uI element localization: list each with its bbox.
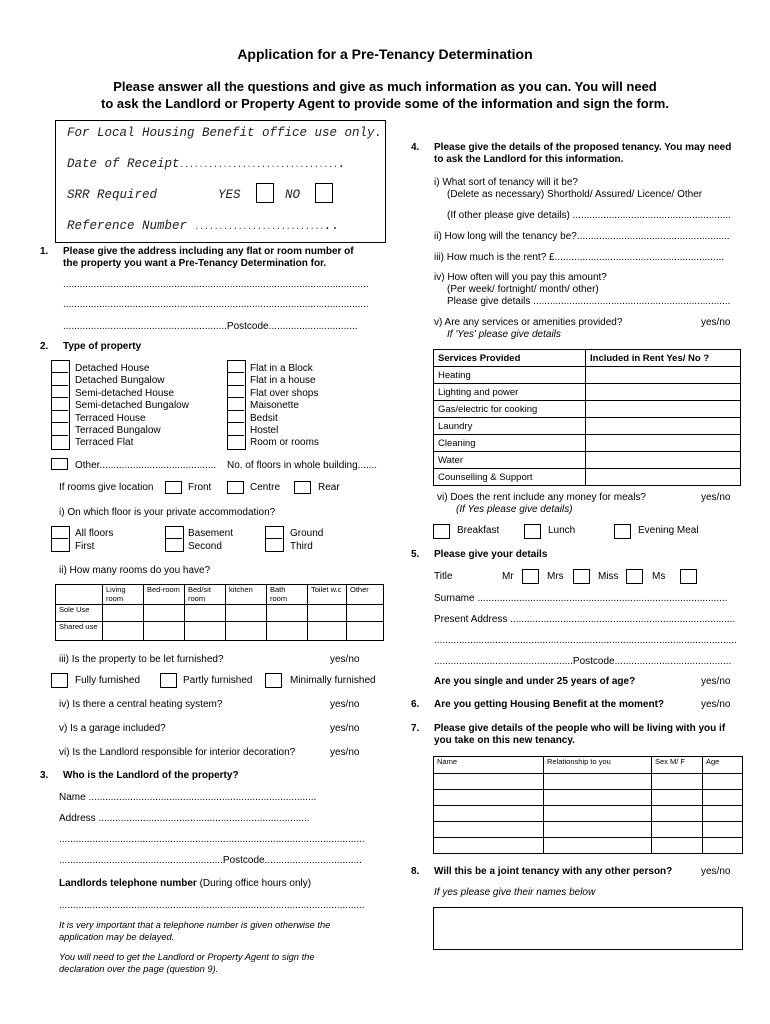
table-cell[interactable] (703, 806, 743, 822)
phone-note-2: application may be delayed. (59, 932, 175, 942)
centre-checkbox[interactable] (227, 481, 244, 494)
front-checkbox[interactable] (165, 481, 182, 494)
table-cell[interactable] (434, 790, 544, 806)
service-name: Lighting and power (434, 384, 586, 401)
property-option: Detached House (75, 363, 150, 374)
table-cell[interactable] (652, 790, 703, 806)
table-cell[interactable] (586, 435, 741, 452)
q2-number: 2. (40, 341, 49, 352)
divider (227, 410, 244, 411)
sign-note-2: declaration over the page (question 9). (59, 964, 219, 974)
joint-tenancy-yesno[interactable]: yes/no (701, 866, 731, 877)
property-option: Semi-detached Bungalow (75, 400, 189, 411)
table-cell[interactable] (267, 622, 308, 641)
divider (51, 385, 68, 386)
rear-label: Rear (318, 482, 340, 493)
q7-text-1: Please give details of the people who will be living with you if (434, 723, 726, 734)
furnished-yesno[interactable]: yes/no (330, 654, 360, 665)
title-option: Mr (502, 571, 514, 582)
table-header: Name (434, 757, 544, 774)
table-cell[interactable] (434, 774, 544, 790)
table-header: Bed-room (144, 585, 185, 605)
table-header: Toilet w.c (308, 585, 347, 605)
front-label: Front (188, 482, 212, 493)
services-sub: If 'Yes' please give details (447, 329, 561, 340)
floor-option: Third (290, 541, 313, 552)
centre-label: Centre (250, 482, 281, 493)
table-cell[interactable] (544, 822, 652, 838)
table-cell[interactable] (267, 605, 308, 622)
phone-note-1: It is very important that a telephone number is given otherwise the (59, 920, 331, 930)
table-cell[interactable] (185, 605, 226, 622)
property-type-right-checkbox-column[interactable] (227, 360, 246, 450)
table-cell[interactable] (652, 822, 703, 838)
table-cell[interactable] (226, 605, 267, 622)
q6-text: Are you getting Housing Benefit at the moment? (434, 699, 665, 710)
other-checkbox[interactable] (51, 458, 68, 470)
breakfast-checkbox[interactable] (433, 524, 450, 539)
partly-furnished-checkbox[interactable] (160, 673, 177, 688)
srr-label: SRR Required (67, 188, 158, 202)
table-cell[interactable] (103, 622, 144, 641)
garage-yesno[interactable]: yes/no (330, 723, 360, 734)
title-option: Mrs (547, 571, 564, 582)
meals-yesno[interactable]: yes/no (701, 492, 731, 503)
intro-line-1: Please answer all the questions and give as much information as you can. You will need (113, 79, 657, 94)
property-option: Terraced Bungalow (75, 425, 161, 436)
tenancy-type-options[interactable]: (Delete as necessary) Shorthold/ Assured/ Licence/ Other (447, 189, 703, 200)
table-header: Living room (103, 585, 144, 605)
floor-option: Basement (188, 528, 234, 539)
table-cell[interactable] (347, 605, 384, 622)
q1-postcode[interactable]: ...........................................................Postcode................................ (63, 321, 358, 332)
table-row-label: Sole Use (56, 605, 103, 622)
q1-address-line-1[interactable]: .............................................................................................................. (63, 279, 369, 290)
pay-frequency-options[interactable]: (Per week/ fortnight/ month/ other) (447, 284, 599, 295)
rooms-location-label: If rooms give location (59, 482, 154, 493)
present-address-line[interactable]: ............................................................................................................. (434, 635, 737, 646)
tenancy-type-question: i) What sort of tenancy will it be? (434, 177, 578, 188)
service-name: Heating (434, 367, 586, 384)
date-of-receipt-label: Date of Receipt.................................. (67, 157, 346, 171)
table-cell[interactable] (144, 605, 185, 622)
divider (51, 397, 68, 398)
divider (265, 538, 282, 539)
property-option: Hostel (250, 425, 279, 436)
landlord-phone-label: Landlords telephone number (During office hours only) (59, 878, 312, 889)
q1-address-line-2[interactable]: .............................................................................................................. (63, 299, 369, 310)
intro-line-2: to ask the Landlord or Property Agent to provide some of the information and sign the form. (101, 96, 669, 111)
miss-checkbox[interactable] (626, 569, 643, 584)
srr-yes-label: YES (218, 188, 241, 202)
table-header: Sex M/ F (652, 757, 703, 774)
divider (227, 372, 244, 373)
services-question: v) Are any services or amenities provided? (434, 317, 623, 328)
table-cell[interactable] (703, 822, 743, 838)
floor-question: i) On which floor is your private accommodation? (59, 507, 276, 518)
reference-number-label: Reference Number ............................. (67, 219, 340, 233)
property-option: Terraced House (75, 413, 146, 424)
garage-question: v) Is a garage included? (59, 723, 166, 734)
table-header: Bath room (267, 585, 308, 605)
table-cell[interactable] (347, 622, 384, 641)
table-cell[interactable] (586, 452, 741, 469)
table-cell[interactable] (586, 367, 741, 384)
heating-yesno[interactable]: yes/no (330, 699, 360, 710)
rent-field[interactable]: iii) How much is the rent? £............................................................. (434, 252, 725, 263)
furnished-option: Fully furnished (75, 675, 141, 686)
table-cell[interactable] (308, 622, 347, 641)
q8-text: Will this be a joint tenancy with any other person? (434, 866, 673, 877)
q1-number: 1. (40, 246, 49, 257)
service-name: Water (434, 452, 586, 469)
fully-furnished-checkbox[interactable] (51, 673, 68, 688)
property-option: Maisonette (250, 400, 299, 411)
single-under-25-yesno[interactable]: yes/no (701, 676, 731, 687)
table-cell[interactable] (185, 622, 226, 641)
q5-heading: Please give your details (434, 549, 548, 560)
joint-tenant-names-box[interactable] (433, 907, 743, 950)
sign-note-1: You will need to get the Landlord or Property Agent to sign the (59, 952, 315, 962)
q3-heading: Who is the Landlord of the property? (63, 770, 239, 781)
table-cell[interactable] (703, 774, 743, 790)
landlord-postcode[interactable]: ...........................................................Postcode................................... (59, 855, 362, 866)
divider (51, 410, 68, 411)
meal-option: Evening Meal (638, 525, 699, 536)
property-option: Flat over shops (250, 388, 319, 399)
q2-heading: Type of property (63, 341, 142, 352)
divider (51, 422, 68, 423)
table-header: Other (347, 585, 384, 605)
title-option: Miss (598, 571, 619, 582)
floor-checkbox-group-2[interactable] (165, 526, 184, 552)
table-cell[interactable] (703, 838, 743, 854)
table-cell[interactable] (652, 774, 703, 790)
pay-frequency-details[interactable]: Please give details ....................................................................... (447, 296, 731, 307)
table-row-label: Shared use (56, 622, 103, 641)
srr-no-label: NO (285, 188, 301, 202)
service-name: Laundry (434, 418, 586, 435)
q1-text-1: Please give the address including any flat or room number of (63, 246, 354, 257)
decoration-question: vi) Is the Landlord responsible for interior decoration? (59, 747, 296, 758)
ms-checkbox[interactable] (680, 569, 697, 584)
tenancy-other-field[interactable]: (If other please give details) ......................................................... (447, 210, 731, 221)
floors-field[interactable]: No. of floors in whole building....... (227, 460, 378, 471)
floor-option: Ground (290, 528, 324, 539)
q4-text-1: Please give the details of the proposed tenancy. You may need (434, 142, 732, 153)
lunch-checkbox[interactable] (524, 524, 541, 539)
housing-benefit-yesno[interactable]: yes/no (701, 699, 731, 710)
rooms-question: ii) How many rooms do you have? (59, 565, 211, 576)
table-header: kitchen (226, 585, 267, 605)
table-cell[interactable] (703, 790, 743, 806)
pay-frequency-question: iv) How often will you pay this amount? (434, 272, 607, 283)
property-option: Bedsit (250, 413, 278, 424)
landlord-address-line[interactable]: .............................................................................................................. (59, 834, 365, 845)
surname-field[interactable]: Surname .......................................................................................... (434, 593, 728, 604)
table-cell[interactable] (544, 774, 652, 790)
meals-question: vi) Does the rent include any money for meals? (437, 492, 646, 503)
table-cell[interactable] (544, 790, 652, 806)
table-cell[interactable] (434, 838, 544, 854)
heating-question: iv) Is there a central heating system? (59, 699, 223, 710)
furnished-question: iii) Is the property to be let furnished? (59, 654, 224, 665)
q8-sub: If yes please give their names below (434, 887, 596, 898)
property-option: Terraced Flat (75, 437, 134, 448)
meal-option: Lunch (548, 525, 576, 536)
table-cell[interactable] (652, 806, 703, 822)
present-address-field[interactable]: Present Address ................................................................................. (434, 614, 736, 625)
service-name: Counselling & Support (434, 469, 586, 486)
floor-checkbox-group-1[interactable] (51, 526, 70, 552)
divider (51, 538, 68, 539)
property-option: Flat in a Block (250, 363, 313, 374)
landlord-name-field[interactable]: Name .................................................................................. (59, 792, 317, 803)
property-option: Room or rooms (250, 437, 319, 448)
rear-checkbox[interactable] (294, 481, 311, 494)
floor-option: Second (188, 541, 222, 552)
table-cell[interactable] (586, 384, 741, 401)
q7-number: 7. (411, 723, 420, 734)
present-postcode[interactable]: ..................................................Postcode.......................................... (434, 656, 732, 667)
divider (227, 435, 244, 436)
table-cell[interactable] (544, 838, 652, 854)
divider (51, 435, 68, 436)
divider (51, 372, 68, 373)
table-header: Relationship to you (544, 757, 652, 774)
other-field[interactable]: Other.......................................... (75, 460, 217, 471)
table-cell[interactable] (586, 401, 741, 418)
table-header: Services Provided (434, 350, 586, 367)
table-cell[interactable] (308, 605, 347, 622)
table-cell[interactable] (144, 622, 185, 641)
furnished-option: Partly furnished (183, 675, 253, 686)
property-type-left-checkbox-column[interactable] (51, 360, 70, 450)
table-cell[interactable] (434, 822, 544, 838)
table-cell[interactable] (586, 418, 741, 435)
q4-text-2: to ask the Landlord for this information. (434, 154, 624, 165)
q5-number: 5. (411, 549, 420, 560)
divider (227, 397, 244, 398)
minimally-furnished-checkbox[interactable] (265, 673, 282, 688)
table-cell[interactable] (434, 806, 544, 822)
divider (227, 422, 244, 423)
furnished-option: Minimally furnished (290, 675, 376, 686)
services-yesno[interactable]: yes/no (701, 317, 731, 328)
rooms-table (55, 584, 384, 641)
table-cell[interactable] (226, 622, 267, 641)
single-under-25-question: Are you single and under 25 years of age? (434, 676, 636, 687)
title-label: Title (434, 571, 453, 582)
property-option: Flat in a house (250, 375, 316, 386)
people-table (433, 756, 743, 854)
floor-option: All floors (75, 528, 114, 539)
property-option: Detached Bungalow (75, 375, 165, 386)
meal-option: Breakfast (457, 525, 500, 536)
property-option: Semi-detached House (75, 388, 174, 399)
mr-checkbox[interactable] (522, 569, 539, 584)
table-cell[interactable] (586, 469, 741, 486)
divider (227, 385, 244, 386)
service-name: Gas/electric for cooking (434, 401, 586, 418)
title-option: Ms (652, 571, 666, 582)
table-cell (56, 585, 103, 605)
q3-number: 3. (40, 770, 49, 781)
q7-text-2: you take on this new tenancy. (434, 735, 575, 746)
floor-checkbox-group-3[interactable] (265, 526, 284, 552)
meals-sub: (If Yes please give details) (456, 504, 573, 515)
table-header: Bed/sit room (185, 585, 226, 605)
landlord-address-field[interactable]: Address ............................................................................ (59, 813, 310, 824)
table-cell[interactable] (103, 605, 144, 622)
divider (165, 538, 182, 539)
table-header: Age (703, 757, 743, 774)
table-header: Included in Rent Yes/ No ? (586, 350, 741, 367)
tenancy-length-field[interactable]: ii) How long will the tenancy be?....................................................... (434, 231, 730, 242)
q1-text-2: the property you want a Pre-Tenancy Determination for. (63, 258, 327, 269)
services-table (433, 349, 741, 486)
q8-number: 8. (411, 866, 420, 877)
table-cell[interactable] (544, 806, 652, 822)
q4-number: 4. (411, 142, 420, 153)
srr-yes-checkbox[interactable] (256, 183, 274, 203)
office-use-header: For Local Housing Benefit office use only. (67, 126, 383, 140)
landlord-phone-field[interactable]: .............................................................................................................. (59, 900, 365, 911)
floor-option: First (75, 541, 95, 552)
decoration-yesno[interactable]: yes/no (330, 747, 360, 758)
mrs-checkbox[interactable] (573, 569, 590, 584)
service-name: Cleaning (434, 435, 586, 452)
table-cell[interactable] (652, 838, 703, 854)
srr-no-checkbox[interactable] (315, 183, 333, 203)
page-title: Application for a Pre-Tenancy Determination (237, 46, 533, 62)
evening-meal-checkbox[interactable] (614, 524, 631, 539)
q6-number: 6. (411, 699, 420, 710)
